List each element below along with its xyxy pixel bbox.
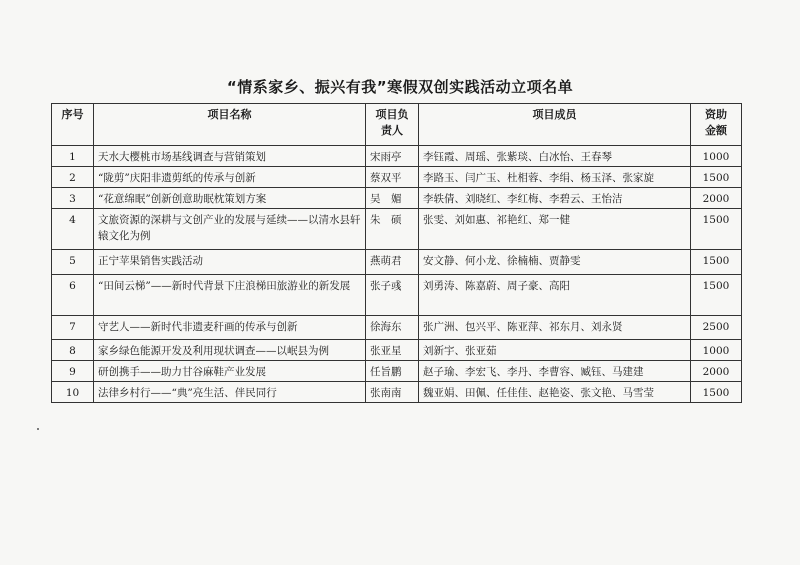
cell-members: 李轶倩、刘晓红、李红梅、李碧云、王怡洁 xyxy=(419,188,691,209)
cell-name: 家乡绿色能源开发及利用现状调查——以岷县为例 xyxy=(94,340,366,361)
scan-speck xyxy=(37,428,39,430)
page-title: “情系家乡、振兴有我”寒假双创实践活动立项名单 xyxy=(226,78,574,96)
cell-no: 7 xyxy=(52,316,94,340)
table-row xyxy=(52,250,742,275)
table-row xyxy=(52,275,742,316)
header-funding-line1: 资助 xyxy=(705,108,727,121)
table-row xyxy=(52,167,742,188)
cell-amount: 2500 xyxy=(691,316,742,340)
cell-leader: 张子彧 xyxy=(366,275,419,316)
cell-leader: 徐海东 xyxy=(366,316,419,340)
cell-no: 4 xyxy=(52,209,94,250)
cell-no: 2 xyxy=(52,167,94,188)
cell-name: “田间云梯”——新时代背景下庄浪梯田旅游业的新发展 xyxy=(94,275,366,316)
cell-no: 3 xyxy=(52,188,94,209)
cell-amount: 2000 xyxy=(691,361,742,382)
cell-members: 魏亚娟、田佩、任佳佳、赵艳姿、张文艳、马雪莹 xyxy=(419,382,691,403)
cell-no: 8 xyxy=(52,340,94,361)
cell-amount: 1500 xyxy=(691,209,742,250)
cell-leader: 燕萌君 xyxy=(366,250,419,275)
cell-members: 张雯、刘如惠、祁艳红、郑一健 xyxy=(419,209,691,250)
cell-leader: 张亚星 xyxy=(366,340,419,361)
cell-name: “花意绵眠”创新创意助眠枕策划方案 xyxy=(94,188,366,209)
cell-amount: 1500 xyxy=(691,275,742,316)
cell-amount: 1000 xyxy=(691,340,742,361)
cell-leader: 张南南 xyxy=(366,382,419,403)
header-no: 序号 xyxy=(52,104,94,146)
cell-leader: 朱 硕 xyxy=(366,209,419,250)
table-row xyxy=(52,209,742,250)
table-row xyxy=(52,146,742,167)
table-row xyxy=(52,361,742,382)
header-leader-line1: 项目负 xyxy=(375,108,409,121)
cell-leader: 吴 媚 xyxy=(366,188,419,209)
cell-leader: 蔡双平 xyxy=(366,167,419,188)
cell-no: 1 xyxy=(52,146,94,167)
cell-no: 9 xyxy=(52,361,94,382)
cell-members: 赵子瑜、李宏飞、李丹、李曹容、臧钰、马建建 xyxy=(419,361,691,382)
header-funding-line2: 金额 xyxy=(705,124,727,137)
cell-members: 刘勇涛、陈嘉蔚、周子豪、高阳 xyxy=(419,275,691,316)
cell-name: 法律乡村行——“典”亮生活、伴民同行 xyxy=(94,382,366,403)
table-header-row xyxy=(52,104,742,146)
table-row xyxy=(52,316,742,340)
header-funding xyxy=(691,104,742,146)
cell-amount: 1500 xyxy=(691,167,742,188)
cell-no: 5 xyxy=(52,250,94,275)
cell-name: 文旅资源的深耕与文创产业的发展与延续——以清水县轩辕文化为例 xyxy=(94,209,366,250)
cell-members: 刘新宇、张亚茹 xyxy=(419,340,691,361)
cell-no: 10 xyxy=(52,382,94,403)
header-leader-line2: 责人 xyxy=(381,124,403,137)
cell-amount: 1000 xyxy=(691,146,742,167)
cell-members: 李钰霞、周瑶、张紫琰、白冰怡、王春琴 xyxy=(419,146,691,167)
cell-name: 守艺人——新时代非遗麦秆画的传承与创新 xyxy=(94,316,366,340)
cell-amount: 1500 xyxy=(691,250,742,275)
cell-name: 正宁苹果销售实践活动 xyxy=(94,250,366,275)
project-table xyxy=(51,103,742,403)
cell-no: 6 xyxy=(52,275,94,316)
cell-amount: 2000 xyxy=(691,188,742,209)
cell-leader: 任旨鹏 xyxy=(366,361,419,382)
header-name: 项目名称 xyxy=(94,104,366,146)
cell-members: 张广洲、包兴平、陈亚萍、祁东月、刘永贤 xyxy=(419,316,691,340)
table-row xyxy=(52,340,742,361)
cell-leader: 宋雨亭 xyxy=(366,146,419,167)
cell-name: “陇剪”庆阳非遗剪纸的传承与创新 xyxy=(94,167,366,188)
table-row xyxy=(52,382,742,403)
cell-name: 天水大樱桃市场基线调查与营销策划 xyxy=(94,146,366,167)
cell-members: 李路玉、闫广玉、杜相蓉、李绢、杨玉泽、张家旋 xyxy=(419,167,691,188)
header-members: 项目成员 xyxy=(419,104,691,146)
cell-members: 安文静、何小龙、徐楠楠、贾静雯 xyxy=(419,250,691,275)
header-leader xyxy=(366,104,419,146)
table-row xyxy=(52,188,742,209)
cell-amount: 1500 xyxy=(691,382,742,403)
cell-name: 研创携手——助力甘谷麻鞋产业发展 xyxy=(94,361,366,382)
